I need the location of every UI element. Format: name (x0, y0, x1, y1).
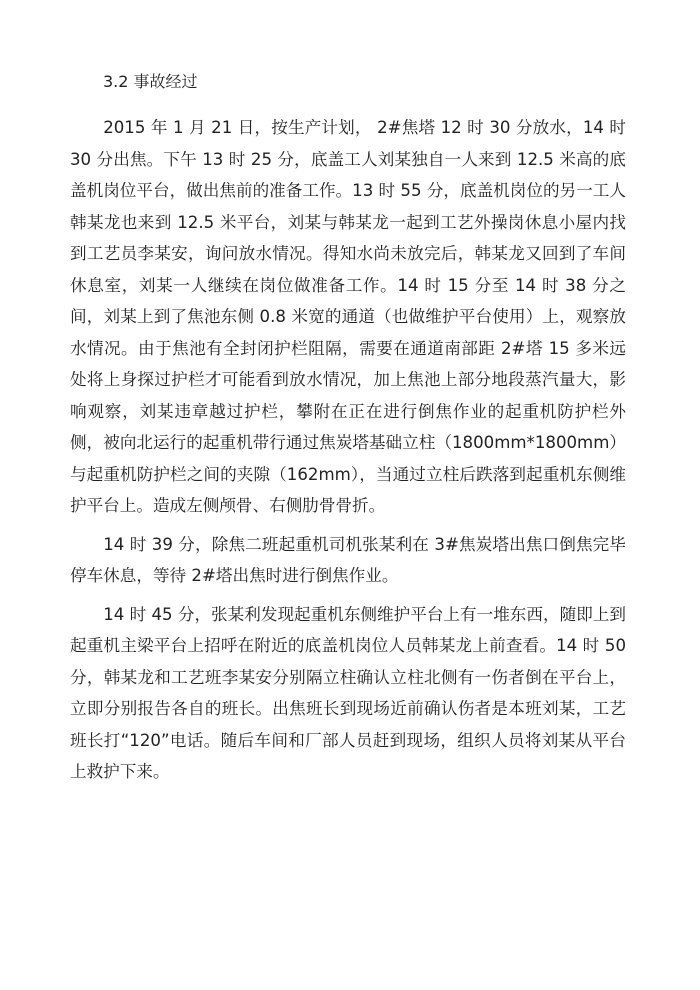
paragraph-discovery-rescue: 14 时 45 分，张某利发现起重机东侧维护平台上有一堆东西，随即上到起重机主梁平台上招呼在附近的底盖机岗位人员韩某龙上前查看。14 时 50 分，韩某龙和工艺班李某安分别隔立柱确认立柱北侧有一伤者倒在平台上，立即分别报告各自的班长。出焦班长到现场近前确认伤者是本班刘某，工艺班长打“120”电话。随后车间和厂部人员赶到现场，组织人员将刘某从平台上救护下来。 (70, 604, 626, 781)
document-body (70, 112, 626, 788)
section-heading: 3.2 事故经过 (103, 72, 198, 91)
paragraph-accident-timeline: 2015 年 1 月 21 日，按生产计划， 2#焦塔 12 时 30 分放水，14 时 30 分出焦。下午 13 时 25 分，底盖工人刘某独自一人来到 12.5 米高的底盖机岗位平台，做出焦前的准备工作。13 时 55 分，底盖机岗位的另一工人韩某龙也来到 12.5 米平台，刘某与韩某龙一起到工艺外操岗休息小屋内找到工艺员李某安，询问放水情况。得知水尚未放完后，韩某龙又回到了车间休息室，刘某一人继续在岗位做准备工作。14 时 15 分至 14 时 38 分之间，刘某上到了焦池东侧 0.8 米宽的通道（也做维护平台使用）上，观察放水情况。由于焦池有全封闭护栏阻隔，需要在通道南部距 2#塔 15 多米远处将上身探过护栏才可能看到放水情况，加上焦池上部分地段蒸汽量大，影响观察，刘某违章越过护栏，攀附在正在进行倒焦作业的起重机防护栏外侧，被向北运行的起重机带行通过焦炭塔基础立柱（1800mm*1800mm）与起重机防护栏之间的夹隙（162mm），当通过立柱后跌落到起重机东侧维护平台上。造成左侧颅骨、右侧肋骨骨折。 (70, 118, 626, 515)
paragraph-crane-driver: 14 时 39 分，除焦二班起重机司机张某利在 3#焦炭塔出焦口倒焦完毕停车休息，等待 2#塔出焦时进行倒焦作业。 (70, 534, 626, 585)
